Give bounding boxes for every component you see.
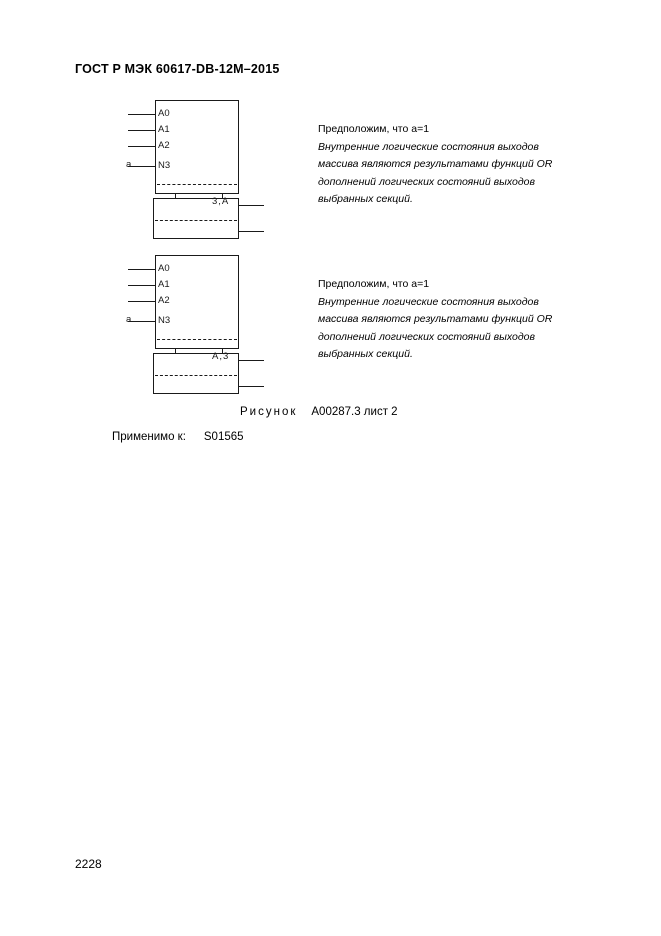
fig1-input-lead-a2: [128, 146, 155, 147]
figure-2-note: [318, 276, 608, 364]
fig2-lower-box-bottom: [153, 393, 239, 394]
fig2-input-signal-label: a: [126, 314, 132, 325]
fig1-input-signal-label: a: [126, 159, 132, 170]
fig1-note-line-2: массива являются результатами функций OR: [318, 158, 553, 170]
fig1-note-line-0: Предположим, что a=1: [318, 123, 430, 135]
page-title: ГОСТ Р МЭК 60617-DB-12M–2015: [75, 62, 280, 76]
fig2-note-line-0: Предположим, что a=1: [318, 278, 430, 290]
fig2-output-lead-top: [238, 360, 264, 361]
fig2-lower-box-right: [238, 353, 239, 393]
fig1-lower-dashed-separator: [155, 220, 237, 221]
fig2-box-top: [155, 255, 239, 256]
fig1-box-top: [155, 100, 239, 101]
fig2-output-lead-bottom: [238, 386, 264, 387]
fig2-input-lead-n3: [128, 321, 155, 322]
fig1-pin-label-1: A1: [158, 124, 170, 135]
fig2-pin-label-0: A0: [158, 263, 170, 274]
caption-word: Рисунок: [240, 406, 298, 418]
applies-to-line: [112, 431, 244, 443]
fig1-pin-label-0: A0: [158, 108, 170, 119]
figure-caption: [240, 406, 398, 418]
fig1-lower-box-bottom: [153, 238, 239, 239]
fig2-input-lead-a0: [128, 269, 155, 270]
fig2-box-left: [155, 255, 156, 348]
fig2-input-lead-a1: [128, 285, 155, 286]
fig1-box-left: [155, 100, 156, 193]
fig2-note-line-1: Внутренние логические состояния выходов: [318, 295, 539, 308]
fig2-lower-box-left: [153, 353, 154, 393]
fig2-output-label: A,3: [212, 351, 230, 362]
fig2-lower-dashed-separator: [155, 375, 237, 376]
page-number: 2228: [75, 857, 102, 871]
fig1-lower-box-left: [153, 198, 154, 238]
fig1-box-bottom: [155, 193, 239, 194]
fig2-input-lead-a2: [128, 301, 155, 302]
fig2-box-bottom: [155, 348, 239, 349]
fig1-output-lead-bottom: [238, 231, 264, 232]
fig1-note-line-4: выбранных секций.: [318, 193, 413, 205]
fig1-note-line-1: Внутренние логические состояния выходов: [318, 140, 539, 153]
fig2-box-right: [238, 255, 239, 348]
fig2-note-line-2: массива являются результатами функций OR: [318, 313, 553, 325]
fig1-pin-label-2: A2: [158, 140, 170, 151]
caption-number: A00287.3 лист 2: [311, 406, 398, 418]
fig2-pin-label-1: A1: [158, 279, 170, 290]
fig2-pin-label-2: A2: [158, 295, 170, 306]
fig1-input-lead-n3: [128, 166, 155, 167]
fig1-dashed-separator: [157, 184, 237, 185]
fig1-pin-label-3: N3: [158, 160, 171, 171]
fig1-input-lead-a1: [128, 130, 155, 131]
figure-1-note: [318, 121, 608, 209]
applies-to-value: S01565: [203, 431, 244, 443]
fig2-note-line-3: дополнений логических состояний выходов: [318, 330, 535, 343]
fig1-input-lead-a0: [128, 114, 155, 115]
fig1-output-lead-top: [238, 205, 264, 206]
fig1-output-label: 3,A: [212, 196, 230, 207]
fig2-dashed-separator: [157, 339, 237, 340]
fig1-lower-box-right: [238, 198, 239, 238]
fig1-note-line-3: дополнений логических состояний выходов: [318, 175, 535, 188]
fig2-pin-label-3: N3: [158, 315, 171, 326]
applies-to-label: Применимо к:: [112, 431, 186, 443]
fig2-note-line-4: выбранных секций.: [318, 348, 413, 360]
fig1-box-right: [238, 100, 239, 193]
